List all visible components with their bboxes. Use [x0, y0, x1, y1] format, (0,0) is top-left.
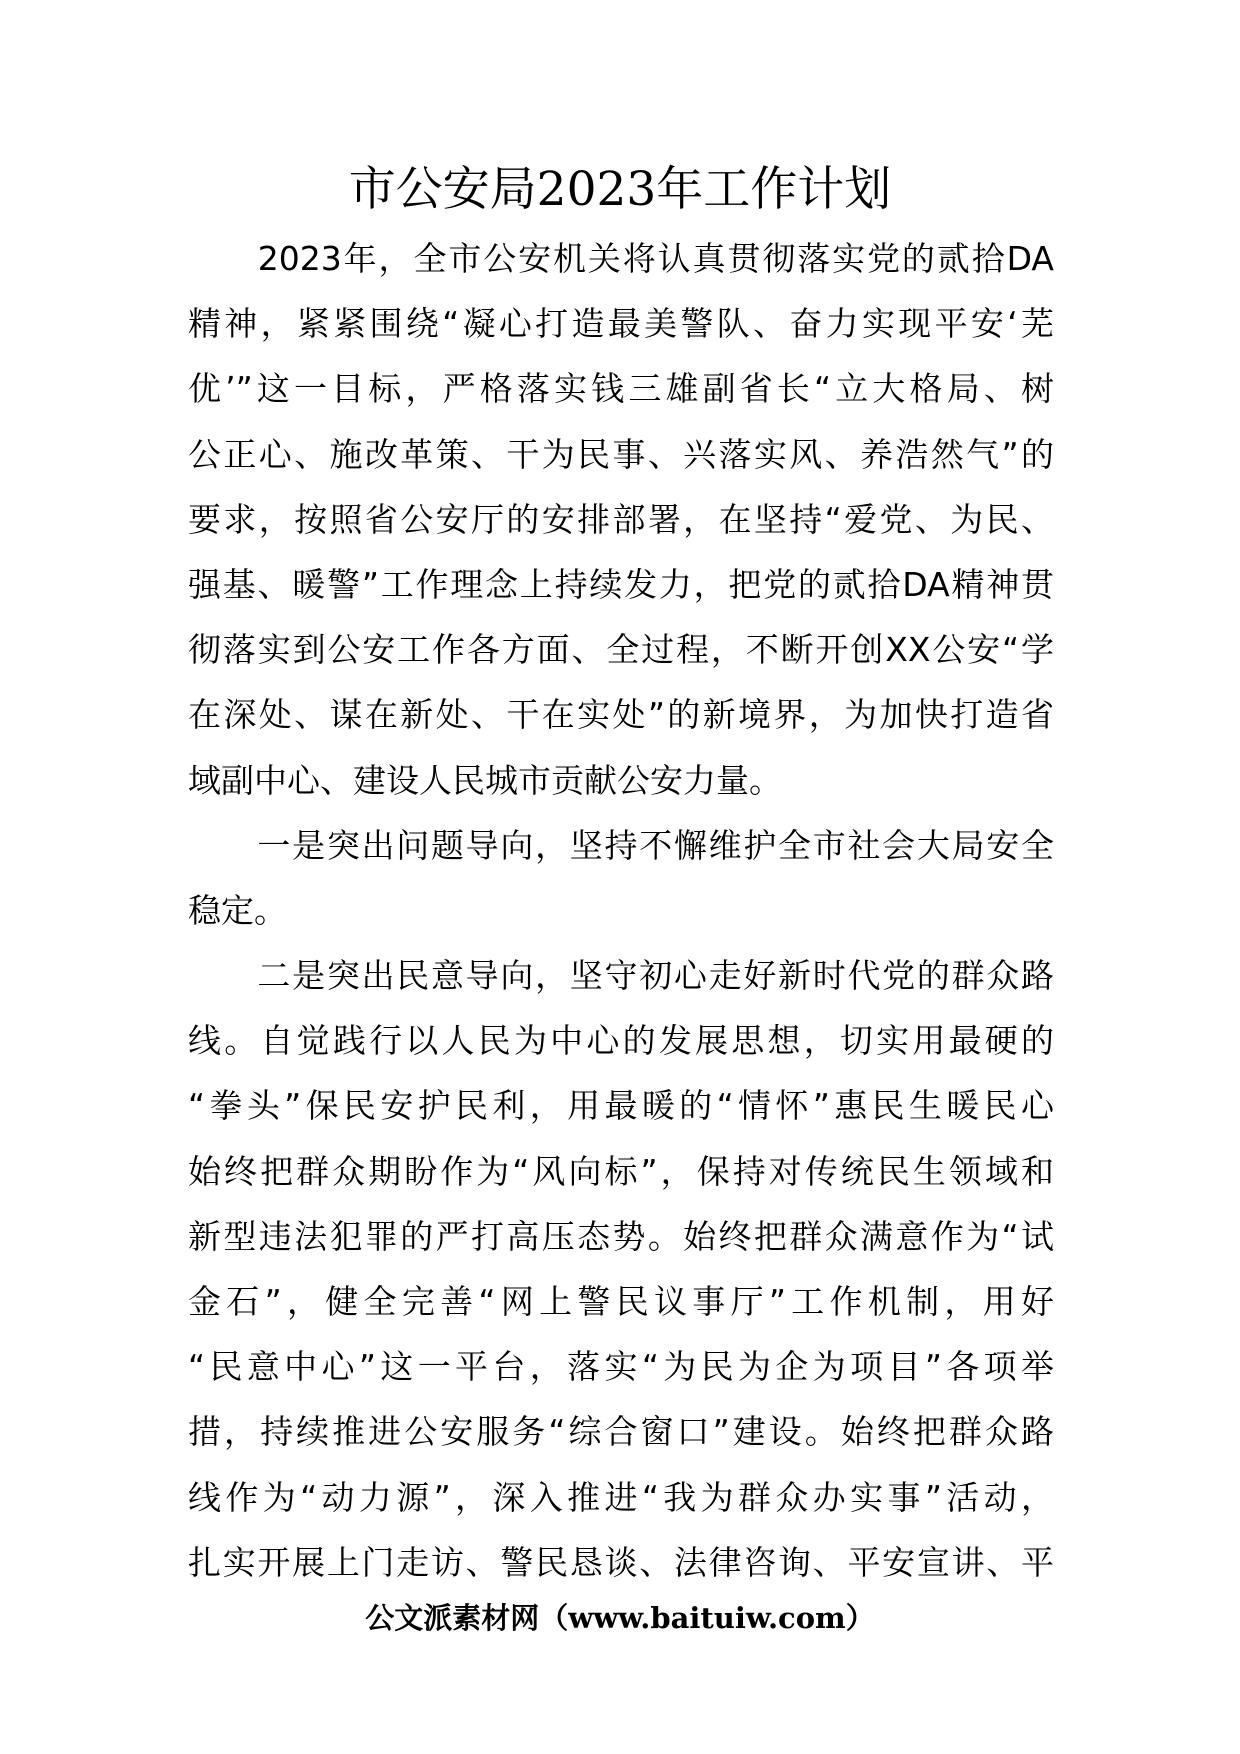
paragraph-public-opinion-orientation	[188, 943, 1054, 1595]
footer-watermark-text: 公文派素材网（www.baituiw.com）	[365, 1601, 875, 1635]
body-line: 优’”这一目标，严格落实钱三雄副省长“立大格局、树	[188, 369, 1054, 409]
body-line: 措，持续推进公安服务“综合窗口”建设。始终把群众路	[188, 1412, 1054, 1452]
body-line: 二是突出民意导向，坚守初心走好新时代党的群众路	[188, 956, 1054, 996]
body-line: 金石”，健全完善“网上警民议事厅”工作机制，用好	[188, 1282, 1054, 1321]
body-line: 线。自觉践行以人民为中心的发展思想，切实用最硬的	[188, 1021, 1054, 1061]
document-title: 市公安局2023年工作计划	[348, 162, 892, 217]
body-line: 线作为“动力源”，深入推进“我为群众办实事”活动，	[188, 1477, 1054, 1517]
paragraph-problem-orientation	[188, 813, 1054, 943]
body-line: 在深处、谋在新处、干在实处”的新境界，为加快打造省	[188, 695, 1054, 735]
document-body	[188, 226, 1054, 1595]
body-line: 2023年，全市公安机关将认真贯彻落实党的贰拾DA	[188, 239, 1054, 278]
body-line: 稳定。	[188, 890, 287, 930]
body-line: 要求，按照省公安厅的安排部署，在坚持“爱党、为民、	[188, 499, 1054, 539]
body-line: 精神，紧紧围绕“凝心打造最美警队、奋力实现平安‘芜	[188, 304, 1054, 344]
body-line: 一是突出问题导向，坚持不懈维护全市社会大局安全	[188, 825, 1054, 865]
body-line: “民意中心”这一平台，落实“为民为企为项目”各项举	[188, 1347, 1054, 1387]
body-line: 彻落实到公安工作各方面、全过程，不断开创XX公安“学	[188, 630, 1054, 670]
paragraph-intro	[188, 226, 1054, 813]
body-line: 强基、暖警”工作理念上持续发力，把党的贰拾DA精神贯	[188, 564, 1054, 604]
body-line: 新型违法犯罪的严打高压态势。始终把群众满意作为“试	[188, 1216, 1054, 1256]
body-line: 域副中心、建设人民城市贡献公安力量。	[188, 760, 782, 800]
body-line: 扎实开展上门走访、警民恳谈、法律咨询、平安宣讲、平	[188, 1542, 1054, 1582]
body-line: 始终把群众期盼作为“风向标”，保持对传统民生领域和	[188, 1151, 1054, 1191]
body-line: 公正心、施改革策、干为民事、兴落实风、养浩然气”的	[188, 434, 1054, 474]
body-line: “拳头”保民安护民利，用最暖的“情怀”惠民生暖民心	[188, 1086, 1054, 1126]
